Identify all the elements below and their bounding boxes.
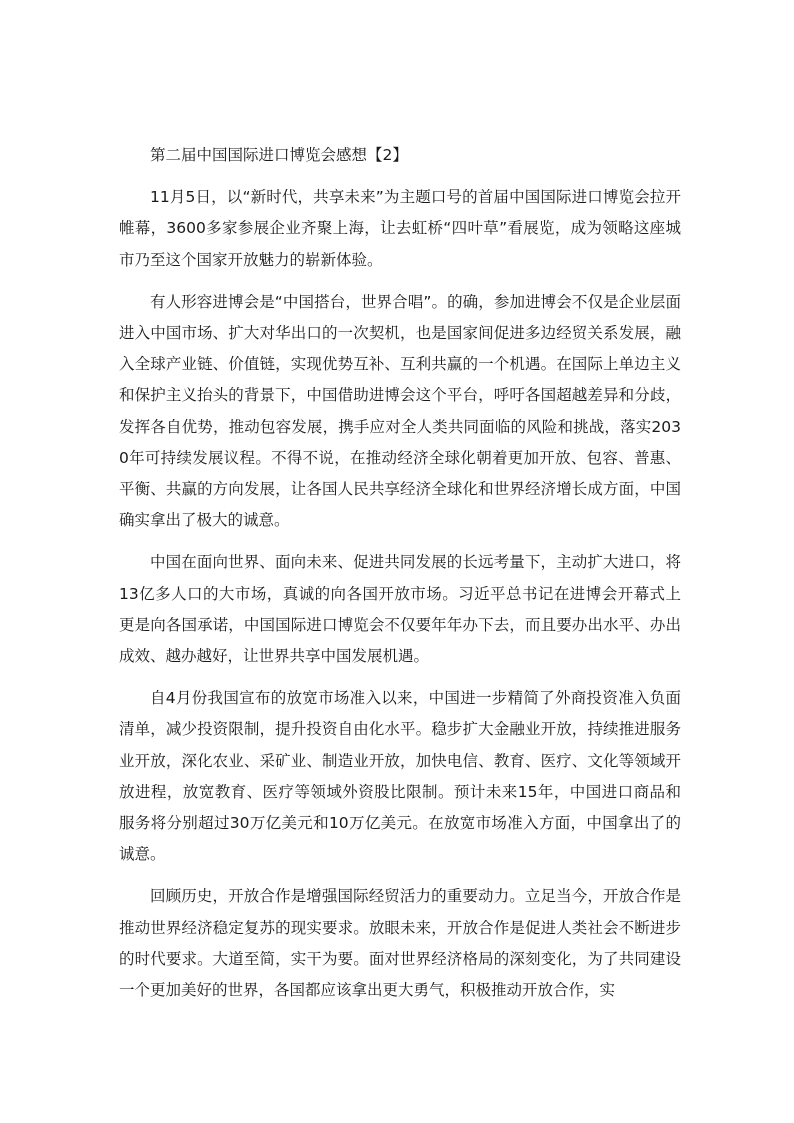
document-body <box>119 140 681 1006</box>
paragraph-5: 回顾历史，开放合作是增强国际经贸活力的重要动力。立足当今，开放合作是推动世界经济稳定复苏的现实要求。放眼未来，开放合作是促进人类社会不断进步的时代要求。大道至简，实干为要。面对世界经济格局的深刻变化，为了共同建设一个更加美好的世界，各国都应该拿出更大勇气，积极推动开放合作，实 <box>119 887 681 1000</box>
paragraph-4: 自4月份我国宣布的放宽市场准入以来，中国进一步精简了外商投资准入负面清单，减少投资限制，提升投资自由化水平。稳步扩大金融业开放，持续推进服务业开放，深化农业、采矿业、制造业开放，加快电信、教育、医疗、文化等领域开放进程，放宽教育、医疗等领域外资股比限制。预计未来15年，中国进口商品和服务将分别超过30万亿美元和10万亿美元。在放宽市场准入方面，中国拿出了的诚意。 <box>119 689 681 864</box>
document-title: 第二届中国国际进口博览会感想【2】 <box>150 146 408 164</box>
paragraph-3: 中国在面向世界、面向未来、促进共同发展的长远考量下，主动扩大进口，将13亿多人口的大市场，真诚的向各国开放市场。习近平总书记在进博会开幕式上更是向各国承诺，中国国际进口博览会不仅要年年办下去，而且要办出水平、办出成效、越办越好，让世界共享中国发展机遇。 <box>119 553 681 666</box>
paragraph-1: 11月5日，以“新时代，共享未来”为主题口号的首届中国国际进口博览会拉开帷幕，3600多家参展企业齐聚上海，让去虹桥“四叶草”看展览，成为领略这座城市乃至这个国家开放魅力的崭新体验。 <box>119 188 681 269</box>
paragraph-2: 有人形容进博会是“中国搭台，世界合唱”。的确，参加进博会不仅是企业层面进入中国市场、扩大对华出口的一次契机，也是国家间促进多边经贸关系发展，融入全球产业链、价值链，实现优势互补、互利共赢的一个机遇。在国际上单边主义和保护主义抬头的背景下，中国借助进博会这个平台，呼吁各国超越差异和分歧，发挥各自优势，推动包容发展，携手应对全人类共同面临的风险和挑战，落实2030年可持续发展议程。不得不说，在推动经济全球化朝着更加开放、包容、普惠、平衡、共赢的方向发展，让各国人民共享经济全球化和世界经济增长成方面，中国确实拿出了极大的诚意。 <box>119 292 681 530</box>
